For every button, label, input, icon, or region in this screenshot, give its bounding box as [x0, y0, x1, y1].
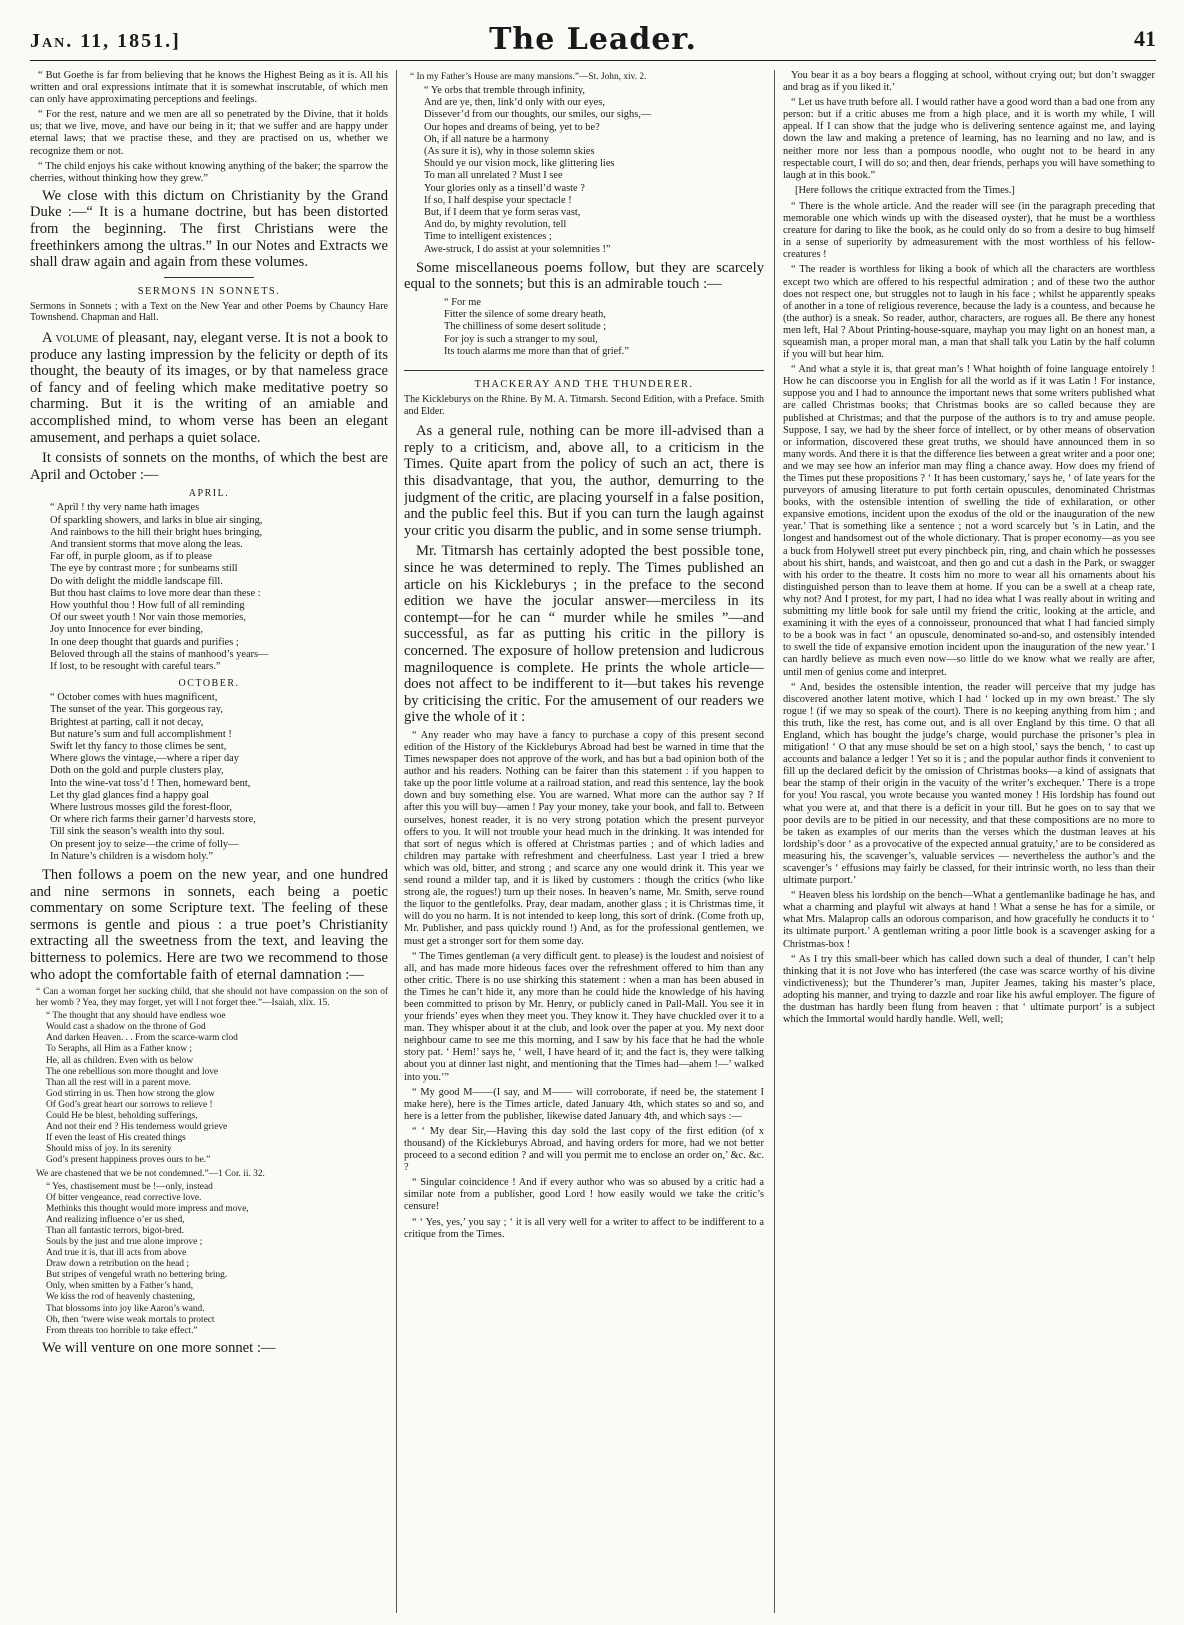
april-line: If lost, to be resought with careful tears.” — [50, 660, 221, 672]
bracket-note: [Here follows the critique extracted from the Times.] — [795, 184, 1015, 196]
column-2 — [404, 70, 764, 1613]
sonnet-line: God stirring in us. Then how strong the glow — [46, 1088, 215, 1099]
sonnet-line: And are ye, then, link’d only with our eyes, — [424, 97, 605, 109]
excerpt-line: Fitter the silence of some dreary heath, — [444, 309, 606, 321]
general-rule-paragraph: As a general rule, nothing can be more ill-advised than a reply to a criticism, and, above all, to a criticism in the Times. Quite apart from the policy of such an act, there is this disadvantage, that you, the author, demurring to the judgment of the critic, are placing yourself in a false position, and the public feel this. But if you can turn the laugh against your critic you disarm the public, and in some sense triumph. — [404, 423, 764, 539]
sonnet-line: Your glories only as a tinsell’d waste ? — [424, 182, 585, 194]
october-line: Or where rich farms their garner’d harvests store, — [50, 814, 256, 826]
sonnet-line: To man all unrelated ? Must I see — [424, 170, 563, 182]
for-me-excerpt — [444, 297, 764, 358]
october-line: Till sink the season’s wealth into thy soul. — [50, 826, 225, 838]
sonnet-line: To Seraphs, all Him as a Father know ; — [46, 1044, 192, 1055]
excerpt-line: “ For me — [444, 297, 481, 309]
sonnet-line: And not their end ? His tenderness would grieve — [46, 1122, 228, 1133]
volume-paragraph-text: of pleasant, nay, elegant verse. It is not a book to produce any lasting impression by the felicity or depth of its thought, the beauty of its images, or by that nameless grace of fancy and of feeling which make meditative poetry so charming. But it is the writing of an amiable and accomplished mind, to whom verse has been an elegant amusement, and perhaps a quiet solace. — [30, 330, 388, 446]
sonnet-line: Oh, if all nature be a harmony — [424, 133, 549, 145]
column-3-paragraph-7: “ Heaven bless his lordship on the bench—What a gentlemanlike badinage he has, and what a charming and playful wit always at hand ! What a sense he has for a simile, or what Mrs. Malaprop calls an odorous comparison, and how gracefully he conducts it to ‘ its ultimate purport.’ A gentleman writing a poor little book is a scavenger asking for a Christmas-box ! — [783, 890, 1155, 950]
sonnet-line: And do, by mighty revolution, tell — [424, 219, 567, 231]
sonnet-line: Souls by the just and true alone improve ; — [46, 1236, 203, 1247]
october-line: Where glows the vintage,—where a riper day — [50, 753, 239, 765]
april-line: But thou hast claims to love more dear than these : — [50, 587, 261, 599]
april-line: “ April ! thy very name hath images — [50, 502, 200, 514]
column-3-paragraph-4: “ The reader is worthless for liking a book of which all the characters are worthless except two which are offered to his respectful admiration ; and of these two the author does not respect one, but struggles not to laugh in his face ; whilst he apparently speaks of another in a tone of religious reverence, because the lady is a countess, and because he (the author) is a sneak. So reader, author, characters, are rogues all. Be there any honest men left, Hal ? About Printing-house-square, mayhap you may light on an honest man, a squeamish man, a proper moral man, a man that shall talk you Latin by the half column if you will but hear him. — [783, 264, 1155, 361]
column-rule-1 — [396, 70, 397, 1613]
section-divider — [164, 277, 254, 278]
april-line: How youthful thou ! How full of all reminding — [50, 599, 245, 611]
sonnet-line: Than all fantastic terrors, bigot-bred. — [46, 1225, 184, 1236]
sonnet-line: We kiss the rod of heavenly chastening, — [46, 1292, 195, 1303]
april-line: In one deep thought that guards and purifies ; — [50, 636, 239, 648]
thackeray-heading: THACKERAY AND THE THUNDERER. — [474, 379, 694, 391]
sonnet-line: “ Yes, chastisement must be !—only, instead — [46, 1181, 213, 1192]
sonnet-line: Of God’s great heart our sorrows to relieve ! — [46, 1099, 213, 1110]
excerpt-line: For joy is such a stranger to my soul, — [444, 333, 598, 345]
mansions-sonnet — [424, 85, 764, 256]
page-number: 41 — [1134, 26, 1156, 51]
column-3-paragraph-5: “ And what a style it is, that great man’s ! What hoighth of foine language entoirely ! How he can discoorse you in English for all the world as if it was Latin ! For instance, suppose you and I had to announce the important news that some writers published what are called Christmas books; that Christmas books are so called because they are published at Christmas; and that the purpose of the authors is to try and amuse people. Suppose, I say, we had by the sheer force of intellect, or by other means of observation or information, discovered these great truths, we should have announced them in so many words. And there it is that the difference lies between a great writer and a poor one; and we may see how an inferior man may fling a chance away. How does my friend of the Times put these propositions ? ‘ It has been customary,’ says he, ‘ of late years for the purveyors of amusing literature to put forth certain opuscules, denominated Christmas books, with the ostensible intention of swelling the tide of exhilaration, or other expansive emotions, incident upon the exodus of the old or the inauguration of the new year.’ That is something like a sentence ; not a word scarcely but ’s in Latin, and the longest and handsomest out of the whole dictionary. That is proper economy—as you see a buck from Holywell street put every pinchbeck pin, ring, and chain which he possesses about his shirt, hands, and waistcoat, and then go and cut a dash in the Park, or swagger with his order to the theatre. It costs him no more to wear all his ornaments about his distinguished person than to leave them at home. If you can be a swell at a cheap rate, why not? And I protest, for my part, I had no idea what I was really about in writing and submitting my little book for sale until my friend the critic, looking at the article, and examining it with the eyes of a connoisseur, pronounced that what I had fancied simply to be a book was in fact ‘ an opuscule, denominated so-and-so, and ostensibly intended to swell the tide of expansive emotion incident upon the inauguration of the new year.’ I can hardly believe as much even now—so little do we know what we really are after, until men of genius come and interpret. — [783, 364, 1155, 678]
issue-date: Jan. 11, 1851.] — [30, 30, 181, 52]
sonnet-line: Draw down a retribution on the head ; — [46, 1259, 189, 1270]
corinthians-text: We are chastened that we be not condemned.”—1 Cor. ii. 32. — [36, 1168, 265, 1179]
october-line: Swift let thy fancy to those climes be sent, — [50, 741, 227, 752]
october-line: On present joy to seize—the crime of folly— — [50, 838, 239, 850]
sonnet-line: Only, when smitten by a Father’s hand, — [46, 1281, 194, 1292]
sonnet-line: Than all the rest will in a parent move. — [46, 1077, 192, 1088]
october-line: Doth on the gold and purple clusters play, — [50, 765, 224, 777]
column-3-paragraph-8: “ As I try this small-beer which has called down such a deal of thunder, I can’t help thinking that it is not Jove who has interfered (the case was scarce worthy of his divine vindictiveness); but the Thunderer’s man, Jupiter Jeames, taking his master’s place, adopting his manner, and trying to dazzle and roar like his awful employer. The figure of the dustman has hardly been flung from heaven : that ‘ ultimate purport’ is a subject which the Immortal would hardly handle. Well, well; — [783, 953, 1155, 1026]
april-line: And rainbows to the hill their bright hues bringing, — [50, 526, 263, 538]
sermons-citation: Sermons in Sonnets ; with a Text on the New Year and other Poems by Chauncy Hare Townshend. Chapman and Hall. — [30, 300, 388, 324]
thackeray-citation: The Kickleburys on the Rhine. By M. A. Titmarsh. Second Edition, with a Preface. Smith and Elder. — [404, 394, 764, 417]
volume-lead-in: A volume — [42, 330, 99, 346]
sonnet-line: The one rebellious son more thought and love — [46, 1066, 219, 1077]
section-divider — [404, 370, 764, 371]
masthead — [30, 20, 1156, 61]
sermons-heading: SERMONS IN SONNETS. — [137, 285, 281, 297]
sonnet-line: Dissever’d from our thoughts, our smiles, our sighs,— — [424, 109, 652, 121]
st-john-text: “ In my Father’s House are many mansions.”—St. John, xiv. 2. — [410, 72, 647, 82]
april-line: And transient storms that move along the leas. — [50, 538, 243, 550]
april-heading: APRIL. — [188, 488, 230, 500]
column-3-paragraph-3: “ There is the whole article. And the reader will see (in the paragraph preceding that memorable one which winds up with the diseased oyster), that he must be a worthless creature for daring to like the book, as he could only do so from a desire to bug himself in a sense of superiority by admeasurement with the most worthless of his fellow-creatures ! — [783, 200, 1155, 261]
sonnet-line: If even the least of His created things — [46, 1133, 186, 1144]
sonnet-line: Should ye our vision mock, like glittering lies — [424, 158, 615, 170]
october-line: The sunset of the year. This gorgeous ray, — [50, 704, 223, 716]
newspaper-title: The Leader. — [489, 22, 697, 57]
april-line: The eye by contrast more ; for sunbeams still — [50, 563, 238, 575]
october-sonnet — [50, 692, 388, 863]
consists-paragraph: It consists of sonnets on the months, of which the best are April and October :— — [30, 450, 388, 483]
preface-paragraph-2: “ The Times gentleman (a very difficult gent. to please) is the loudest and noisiest of all, and has made more hideous faces over the refreshment offered to him than any other critic. There is no use shirking this statement : when a man has been abused in the Times he can’t hide it, any more than he could hide the knowledge of his having been committed to prison by Mr. Henry, or publicly caned in Pall-Mall. You see it in your friends’ eyes when they meet you. They know it. They have chuckled over it to a man. They whisper about it at the club, and look over the paper at you. My next door neighbour came to see me this morning, and I saw by his face that he had the whole story pat. ‘ Hem!’ says he, ‘ well, I have heard of it; and the fact is, they were talking about you at dinner last night, and mentioning that the Times had—ahem !—’ walked into you.’” — [404, 950, 764, 1083]
april-line: Joy unto Innocence for ever binding, — [50, 624, 203, 636]
sonnet-endless-woe — [46, 1011, 388, 1166]
sonnet-line: “ The thought that any should have endless woe — [46, 1011, 226, 1022]
october-line: Where lustrous mosses gild the forest-floor, — [50, 802, 232, 814]
column-3-paragraph-1: You bear it as a boy bears a flogging at school, without crying out; but don’t swagger and brag as if you liked it.’ — [783, 70, 1155, 94]
column-rule-2 — [774, 70, 775, 1613]
october-line: “ October comes with hues magnificent, — [50, 692, 218, 704]
then-follows-paragraph: Then follows a poem on the new year, and one hundred and nine sermons in sonnets, each being a poetic commentary on some Scripture text. The feeling of these sermons is gentle and pious : a true poet’s Christianity extracting all the sweetness from the text, and leaving the bitterness to polemics. Here are two we recommend to those who adopt the comfortable faith of eternal damnation :— — [30, 867, 388, 983]
column-3 — [783, 70, 1155, 1613]
excerpt-line: The chilliness of some desert solitude ; — [444, 321, 607, 333]
miscellaneous-paragraph: Some miscellaneous poems follow, but they are scarcely equal to the sonnets; but this is an admirable touch :— — [404, 259, 764, 293]
october-line: Into the wine-vat toss’d ! Then, homeward bent, — [50, 777, 251, 789]
sonnet-line: God’s present happiness proves ours to be.” — [46, 1155, 211, 1166]
april-line: Far off, in purple gloom, as if to please — [50, 551, 212, 563]
sonnet-line: Should miss of joy. In its serenity — [46, 1144, 172, 1155]
titmarsh-paragraph: Mr. Titmarsh has certainly adopted the best possible tone, since he was determined to reply. The Times published an article on his Kickleburys ; in the preface to the second edition we have the jocular answer—merciless in its contempt—for he can “ murder while he smiles ”—and successful, as far as putting his critic in the pillory is concerned. The exposure of hollow pretension and ludicrous magniloquence is complete. He prints the whole article—does not affect to be indifferent to it—but takes his revenge by criticising the critic. For the amusement of our readers we give the whole of it : — [404, 543, 764, 726]
goethe-quote-2: “ For the rest, nature and we men are all so penetrated by the Divine, that it holds us; that we live, move, and have our being in it; that we suffer and are happy under eternal laws; that we practise these, and they are practised on us, whether we recognize them or not. — [30, 109, 388, 157]
column-3-paragraph-6: “ And, besides the ostensible intention, the reader will perceive that my judge has discovered another latent motive, which I had ‘ locked up in my own breast.’ The sly rogue ! (if we may so speak of the court). There is no keeping anything from him ; and this truth, like the rest, has come out, and is all over England by this time. O that all England, which has bought the judge’s charge, would purchase the prisoner’s plea in mitigation! ‘ O that any muse should be set on a high stool,’ says the bench, ‘ to cast up accounts and balance a ledger ! Yet so it is ; and the popular author finds it convenient to fill up the declared deficit by the omission of Christmas books—a kind of assignats that bear the stamp of their origin in the vacuity of the writer’s exchequer.’ There is a trope for you! You rascal, you wrote because you wanted money ! His lordship has found out what you were at, and that there is a deficit in your till. But he goes on to say that we poor devils are to be pitied in our necessity, and that these compositions are no more to be taken as examples of our merits than the verses which the dustman leaves at his lordship’s door ‘ as a provocative of the expected annual gratuity,’ are to be considered as measuring his, the scavenger’s, valuable services — nevertheless the author’s and the scavenger’s ‘ effusions may fairly be classed, for their intrinsic worth, no less than their ultimate purport.’ — [783, 681, 1155, 887]
sonnet-line: Would cast a shadow on the throne of God — [46, 1022, 206, 1033]
sonnet-line: Methinks this thought would more impress and move, — [46, 1203, 249, 1214]
preface-paragraph-4: “ ‘ My dear Sir,—Having this day sold the last copy of the first edition (of x thousand) of the Kickleburys Abroad, and having orders for more, had we not better proceed to a second edition ? and will you permit me to enclose an order on,’ &c. &c. ? — [404, 1125, 764, 1174]
sonnet-line: From threats too horrible to take effect.” — [46, 1325, 198, 1336]
preface-paragraph-5: “ Singular coincidence ! And if every author who was so abused by a critic had a similar note from a publisher, good Lord ! how easily would we take the critic’s censure! — [404, 1177, 764, 1213]
sonnet-line: Could He be blest, beholding sufferings, — [46, 1111, 198, 1122]
sonnet-line: Time to intelligent existences ; — [424, 231, 552, 243]
april-line: Beloved through all the stains of manhood’s years— — [50, 648, 269, 660]
october-line: Let thy glad glances find a happy goal — [50, 789, 209, 801]
sonnet-line: If so, I half despise your spectacle ! — [424, 194, 572, 206]
october-line: Brightest at parting, call it not decay, — [50, 716, 204, 728]
april-line: Do with delight the middle landscape fill. — [50, 575, 223, 587]
goethe-quote-3: “ The child enjoys his cake without knowing anything of the baker; the sparrow the cherries, without thinking how they grew.” — [30, 160, 388, 184]
isaiah-text: “ Can a woman forget her sucking child, that she should not have compassion on the son of her womb ? Yea, they may forget, yet will I not forget thee.”—Isaiah, xlix. 15. — [36, 987, 388, 1009]
sonnet-line: And true it is, that ill acts from above — [46, 1248, 187, 1259]
sonnet-line: Awe-struck, I do assist at your solemnities !” — [424, 243, 611, 255]
closing-paragraph: We close with this dictum on Christianity by the Grand Duke :—“ It is a humane doctrine, but has been distorted from the beginning. The first Christians were the freethinkers among the ultras.” In our Notes and Extracts we shall draw again and again from these volumes. — [30, 187, 388, 271]
sonnet-line: Oh, then ’twere wise weak mortals to protect — [46, 1314, 215, 1325]
october-line: But nature’s sum and full accomplishment ! — [50, 728, 232, 740]
sonnet-line: (As sure it is), why in those solemn skies — [424, 146, 595, 158]
sonnet-line: And darken Heaven. . . From the scarce-warm clod — [46, 1033, 238, 1044]
april-line: Of our sweet youth ! Nor vain those memories, — [50, 612, 246, 624]
april-line: Of sparkling showers, and larks in blue air singing, — [50, 514, 263, 526]
sonnet-chastisement — [46, 1182, 388, 1337]
sonnet-line: He, all as children. Even with us below — [46, 1055, 194, 1066]
goethe-quote-1: “ But Goethe is far from believing that he knows the Highest Being as it is. All his written and oral expressions intimate that it is somewhat inscrutable, of which men can only have approximating perceptions and feelings. — [30, 70, 388, 106]
sonnet-line: Of bitter vengeance, read corrective love. — [46, 1192, 202, 1203]
october-line: In Nature’s children is a wisdom holy.” — [50, 850, 213, 862]
sonnet-line: But, if I deem that ye form seras vast, — [424, 207, 581, 219]
preface-paragraph-1: “ Any reader who may have a fancy to purchase a copy of this present second edition of the History of the Kickleburys Abroad had best be warned in time that the Times newspaper does not approve of the work, and has but a bad opinion both of the author and his readers. Nothing can be fairer than this statement : if you happen to take up the poor little volume at a railroad station, and read this sentence, lay the book down and buy something else. You are warned. What more can the author say ? If after this you will buy—amen ! Pay your money, take your book, and fall to. Between ourselves, honest reader, it is no very strong potation which the present purveyor offers to you. It will not trouble your head much in the drinking. It was intended for that sort of negus which is offered at Christmas parties ; and of which ladies and children may partake with refreshment and cheerfulness. Last year I tried a brew which was old, bitter, and strong ; and scarce any one would drink it. This year we send round a milder tap, and it is liked by customers : though the critics (who like strong ale, the rogues!) turn up their noses. In heaven’s name, Mr. Smith, serve round the liquor to the gentlefolks. Pray, dear madam, another glass ; it is Christmas time, it will do you no harm. It is not intended to keep long, this sort of drink. (Come froth up, Mr. Publisher, and pass quickly round !) And, as for the professional gentlemen, we must get a stronger sort for them some day. — [404, 729, 764, 947]
venture-line: We will venture on one more sonnet :— — [42, 1339, 276, 1356]
sonnet-line: “ Ye orbs that tremble through infinity, — [424, 85, 585, 96]
sonnet-line: Our hopes and dreams of being, yet to be? — [424, 121, 600, 133]
column-1 — [30, 70, 388, 1613]
october-heading: OCTOBER. — [178, 678, 240, 690]
column-3-paragraph-2: “ Let us have truth before all. I would rather have a good word than a bad one from any person: but if a critic abuses me from a high place, and it is worth my while, I will appeal. If I can show that the judge who is delivering sentence against me, and laying down the law and making a pretence of learning, has no learning and no law, and is neither more nor less than a pompous noodle, who ought not to be heard in any respectable court, I will do so; and then, dear friends, perhaps you will have something to laugh at in this book.” — [783, 97, 1155, 181]
excerpt-line: Its touch alarms me more than that of grief.” — [444, 345, 629, 357]
volume-paragraph — [30, 330, 388, 446]
preface-paragraph-3: “ My good M——(I say, and M—— will corroborate, if need be, the statement I make here), here is the Times article, dated January 4th, which states so and so, and here is a letter from the publisher, likewise dated January 4th, and which says :— — [404, 1086, 764, 1122]
sonnet-line: But stripes of vengeful wrath no bettering bring. — [46, 1270, 228, 1281]
april-sonnet — [50, 502, 388, 673]
sonnet-line: That blossoms into joy like Aaron’s wand. — [46, 1303, 205, 1314]
sonnet-line: And realizing influence o’er us shed, — [46, 1214, 185, 1225]
preface-paragraph-6: “ ‘ Yes, yes,’ you say ; ‘ it is all very well for a writer to affect to be indifferent to a critique from the Times. — [404, 1216, 764, 1240]
